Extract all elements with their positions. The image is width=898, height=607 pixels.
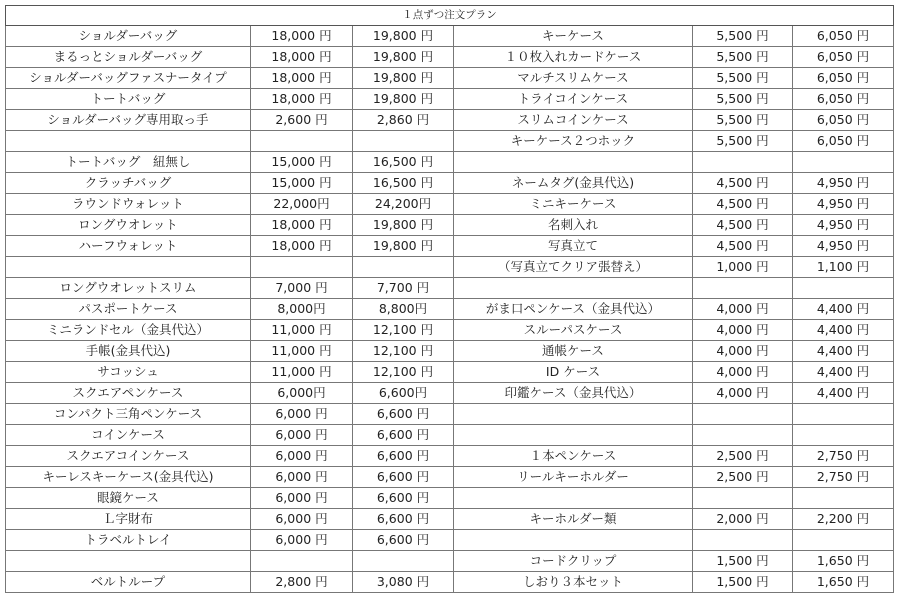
right-price-incl-tax: 4,950 円 — [793, 173, 894, 194]
left-item-name — [6, 131, 251, 152]
left-price-excl-tax: 22,000円 — [251, 194, 353, 215]
left-price-incl-tax: 6,600 円 — [353, 488, 454, 509]
left-price-excl-tax — [251, 257, 353, 278]
left-price-incl-tax: 7,700 円 — [353, 278, 454, 299]
right-price-excl-tax: 1,000 円 — [693, 257, 793, 278]
left-price-excl-tax: 6,000 円 — [251, 530, 353, 551]
right-price-incl-tax: 6,050 円 — [793, 110, 894, 131]
right-price-incl-tax: 1,650 円 — [793, 572, 894, 593]
left-price-excl-tax: 6,000 円 — [251, 467, 353, 488]
right-price-incl-tax — [793, 278, 894, 299]
left-item-name: 手帳(金具代込) — [6, 341, 251, 362]
left-price-incl-tax: 2,860 円 — [353, 110, 454, 131]
right-price-incl-tax — [793, 152, 894, 173]
right-item-name: コードクリップ — [454, 551, 693, 572]
table-row — [6, 404, 894, 425]
right-item-name: トライコインケース — [454, 89, 693, 110]
table-row — [6, 425, 894, 446]
left-price-excl-tax: 18,000 円 — [251, 236, 353, 257]
left-price-incl-tax: 19,800 円 — [353, 26, 454, 47]
left-price-incl-tax: 19,800 円 — [353, 236, 454, 257]
table-row — [6, 236, 894, 257]
left-price-incl-tax: 8,800円 — [353, 299, 454, 320]
right-item-name: 印鑑ケース（金具代込） — [454, 383, 693, 404]
left-price-excl-tax: 2,800 円 — [251, 572, 353, 593]
table-row — [6, 362, 894, 383]
left-price-excl-tax: 18,000 円 — [251, 68, 353, 89]
table-row — [6, 446, 894, 467]
table-row — [6, 257, 894, 278]
right-price-excl-tax: 4,500 円 — [693, 215, 793, 236]
left-price-incl-tax: 6,600 円 — [353, 467, 454, 488]
left-price-excl-tax: 11,000 円 — [251, 320, 353, 341]
left-price-excl-tax: 7,000 円 — [251, 278, 353, 299]
table-row — [6, 467, 894, 488]
right-price-excl-tax: 2,500 円 — [693, 467, 793, 488]
left-price-incl-tax: 19,800 円 — [353, 89, 454, 110]
left-price-excl-tax: 18,000 円 — [251, 89, 353, 110]
left-price-incl-tax: 19,800 円 — [353, 68, 454, 89]
table-row — [6, 152, 894, 173]
left-item-name: ハーフウォレット — [6, 236, 251, 257]
table-row — [6, 509, 894, 530]
right-item-name — [454, 488, 693, 509]
right-price-excl-tax: 1,500 円 — [693, 572, 793, 593]
right-price-incl-tax: 4,950 円 — [793, 215, 894, 236]
right-item-name: １本ペンケース — [454, 446, 693, 467]
right-price-incl-tax: 2,750 円 — [793, 467, 894, 488]
left-price-excl-tax: 6,000 円 — [251, 446, 353, 467]
right-item-name — [454, 152, 693, 173]
right-item-name: （写真立てクリア張替え） — [454, 257, 693, 278]
right-price-excl-tax: 4,000 円 — [693, 383, 793, 404]
right-price-incl-tax: 4,400 円 — [793, 362, 894, 383]
right-item-name: マルチスリムケース — [454, 68, 693, 89]
right-price-incl-tax: 6,050 円 — [793, 131, 894, 152]
right-price-incl-tax: 6,050 円 — [793, 26, 894, 47]
left-item-name: ショルダーバッグ — [6, 26, 251, 47]
right-item-name: 名刺入れ — [454, 215, 693, 236]
table-row — [6, 299, 894, 320]
left-price-incl-tax — [353, 131, 454, 152]
right-price-excl-tax: 2,000 円 — [693, 509, 793, 530]
left-price-incl-tax: 6,600 円 — [353, 530, 454, 551]
left-price-excl-tax: 11,000 円 — [251, 341, 353, 362]
table-row — [6, 68, 894, 89]
right-price-excl-tax: 4,500 円 — [693, 194, 793, 215]
right-price-incl-tax: 4,400 円 — [793, 320, 894, 341]
left-price-incl-tax: 16,500 円 — [353, 152, 454, 173]
table-row — [6, 383, 894, 404]
right-item-name: ネームタグ(金具代込) — [454, 173, 693, 194]
right-price-incl-tax: 1,100 円 — [793, 257, 894, 278]
right-item-name: しおり３本セット — [454, 572, 693, 593]
left-price-incl-tax: 19,800 円 — [353, 47, 454, 68]
right-price-incl-tax: 4,400 円 — [793, 341, 894, 362]
left-item-name: トートバッグ — [6, 89, 251, 110]
left-price-excl-tax: 15,000 円 — [251, 152, 353, 173]
left-item-name: Ｌ字財布 — [6, 509, 251, 530]
left-price-excl-tax: 2,600 円 — [251, 110, 353, 131]
left-price-excl-tax: 11,000 円 — [251, 362, 353, 383]
table-row — [6, 26, 894, 47]
right-item-name: キーホルダー類 — [454, 509, 693, 530]
table-body — [6, 26, 894, 593]
left-price-excl-tax: 8,000円 — [251, 299, 353, 320]
left-item-name: 眼鏡ケース — [6, 488, 251, 509]
left-item-name: スクエアペンケース — [6, 383, 251, 404]
left-price-incl-tax: 16,500 円 — [353, 173, 454, 194]
table-row — [6, 278, 894, 299]
left-price-excl-tax: 18,000 円 — [251, 47, 353, 68]
left-item-name: ラウンドウォレット — [6, 194, 251, 215]
left-item-name: コンパクト三角ペンケース — [6, 404, 251, 425]
right-price-excl-tax: 5,500 円 — [693, 68, 793, 89]
right-price-incl-tax: 6,050 円 — [793, 89, 894, 110]
left-item-name: ショルダーバッグファスナータイプ — [6, 68, 251, 89]
left-price-incl-tax: 6,600 円 — [353, 404, 454, 425]
left-item-name — [6, 551, 251, 572]
right-price-excl-tax: 4,500 円 — [693, 236, 793, 257]
right-price-excl-tax — [693, 278, 793, 299]
right-price-incl-tax — [793, 530, 894, 551]
left-price-excl-tax: 6,000 円 — [251, 425, 353, 446]
right-price-incl-tax: 4,950 円 — [793, 236, 894, 257]
left-item-name: コインケース — [6, 425, 251, 446]
right-price-excl-tax — [693, 404, 793, 425]
left-price-excl-tax: 6,000 円 — [251, 509, 353, 530]
right-item-name: スリムコインケース — [454, 110, 693, 131]
table-title-row — [6, 6, 894, 26]
right-price-excl-tax: 5,500 円 — [693, 26, 793, 47]
right-item-name — [454, 530, 693, 551]
left-item-name: サコッシュ — [6, 362, 251, 383]
right-item-name: ID ケース — [454, 362, 693, 383]
table-row — [6, 131, 894, 152]
left-item-name: トートバッグ 紐無し — [6, 152, 251, 173]
table-row — [6, 572, 894, 593]
left-price-incl-tax — [353, 257, 454, 278]
table-title: １点ずつ注文プラン — [6, 6, 894, 26]
left-item-name: ロングウオレットスリム — [6, 278, 251, 299]
left-item-name: スクエアコインケース — [6, 446, 251, 467]
left-price-incl-tax: 3,080 円 — [353, 572, 454, 593]
table-row — [6, 47, 894, 68]
table-row — [6, 530, 894, 551]
left-item-name: ロングウオレット — [6, 215, 251, 236]
right-price-incl-tax — [793, 425, 894, 446]
right-item-name: スルーパスケース — [454, 320, 693, 341]
right-item-name — [454, 278, 693, 299]
right-price-incl-tax: 4,400 円 — [793, 383, 894, 404]
table-row — [6, 89, 894, 110]
left-price-incl-tax: 6,600 円 — [353, 446, 454, 467]
left-price-excl-tax — [251, 131, 353, 152]
table-row — [6, 341, 894, 362]
right-price-incl-tax: 6,050 円 — [793, 68, 894, 89]
right-price-excl-tax — [693, 530, 793, 551]
left-price-incl-tax: 6,600円 — [353, 383, 454, 404]
right-price-incl-tax — [793, 488, 894, 509]
table-row — [6, 551, 894, 572]
left-price-incl-tax — [353, 551, 454, 572]
right-price-excl-tax — [693, 425, 793, 446]
right-price-excl-tax: 4,000 円 — [693, 341, 793, 362]
left-price-excl-tax: 6,000円 — [251, 383, 353, 404]
right-item-name: 写真立て — [454, 236, 693, 257]
right-item-name: １０枚入れカードケース — [454, 47, 693, 68]
table-row — [6, 173, 894, 194]
left-item-name: まるっとショルダーバッグ — [6, 47, 251, 68]
left-item-name — [6, 257, 251, 278]
right-price-excl-tax: 5,500 円 — [693, 131, 793, 152]
right-item-name: ミニキーケース — [454, 194, 693, 215]
right-price-incl-tax: 6,050 円 — [793, 47, 894, 68]
right-item-name: リールキーホルダー — [454, 467, 693, 488]
left-price-incl-tax: 19,800 円 — [353, 215, 454, 236]
right-item-name: キーケース２つホック — [454, 131, 693, 152]
right-item-name: キーケース — [454, 26, 693, 47]
left-price-excl-tax: 15,000 円 — [251, 173, 353, 194]
right-price-excl-tax: 5,500 円 — [693, 110, 793, 131]
price-table — [5, 5, 894, 593]
left-price-incl-tax: 24,200円 — [353, 194, 454, 215]
left-price-incl-tax: 12,100 円 — [353, 362, 454, 383]
right-price-excl-tax: 4,000 円 — [693, 362, 793, 383]
table-row — [6, 488, 894, 509]
left-item-name: パスポートケース — [6, 299, 251, 320]
left-price-incl-tax: 12,100 円 — [353, 320, 454, 341]
right-price-excl-tax: 5,500 円 — [693, 47, 793, 68]
table-row — [6, 320, 894, 341]
left-item-name: キーレスキーケース(金具代込) — [6, 467, 251, 488]
left-price-excl-tax: 6,000 円 — [251, 488, 353, 509]
right-price-incl-tax: 4,400 円 — [793, 299, 894, 320]
right-price-excl-tax: 4,500 円 — [693, 173, 793, 194]
left-price-excl-tax: 6,000 円 — [251, 404, 353, 425]
right-price-incl-tax: 1,650 円 — [793, 551, 894, 572]
right-price-excl-tax — [693, 488, 793, 509]
right-price-excl-tax: 2,500 円 — [693, 446, 793, 467]
left-price-excl-tax: 18,000 円 — [251, 215, 353, 236]
right-item-name: 通帳ケース — [454, 341, 693, 362]
table-row — [6, 194, 894, 215]
right-price-excl-tax: 4,000 円 — [693, 299, 793, 320]
left-item-name: ベルトループ — [6, 572, 251, 593]
price-table-container — [5, 5, 893, 593]
right-price-incl-tax: 2,200 円 — [793, 509, 894, 530]
right-price-incl-tax: 4,950 円 — [793, 194, 894, 215]
left-price-excl-tax — [251, 551, 353, 572]
left-item-name: ミニランドセル（金具代込） — [6, 320, 251, 341]
left-price-incl-tax: 12,100 円 — [353, 341, 454, 362]
right-item-name — [454, 425, 693, 446]
right-price-excl-tax: 4,000 円 — [693, 320, 793, 341]
right-price-incl-tax: 2,750 円 — [793, 446, 894, 467]
right-price-excl-tax: 1,500 円 — [693, 551, 793, 572]
right-item-name: がま口ペンケース（金具代込） — [454, 299, 693, 320]
right-price-incl-tax — [793, 404, 894, 425]
table-row — [6, 110, 894, 131]
right-price-excl-tax — [693, 152, 793, 173]
table-row — [6, 215, 894, 236]
left-item-name: ショルダーバッグ専用取っ手 — [6, 110, 251, 131]
right-item-name — [454, 404, 693, 425]
left-item-name: クラッチバッグ — [6, 173, 251, 194]
left-price-incl-tax: 6,600 円 — [353, 425, 454, 446]
left-item-name: トラベルトレイ — [6, 530, 251, 551]
left-price-incl-tax: 6,600 円 — [353, 509, 454, 530]
left-price-excl-tax: 18,000 円 — [251, 26, 353, 47]
right-price-excl-tax: 5,500 円 — [693, 89, 793, 110]
